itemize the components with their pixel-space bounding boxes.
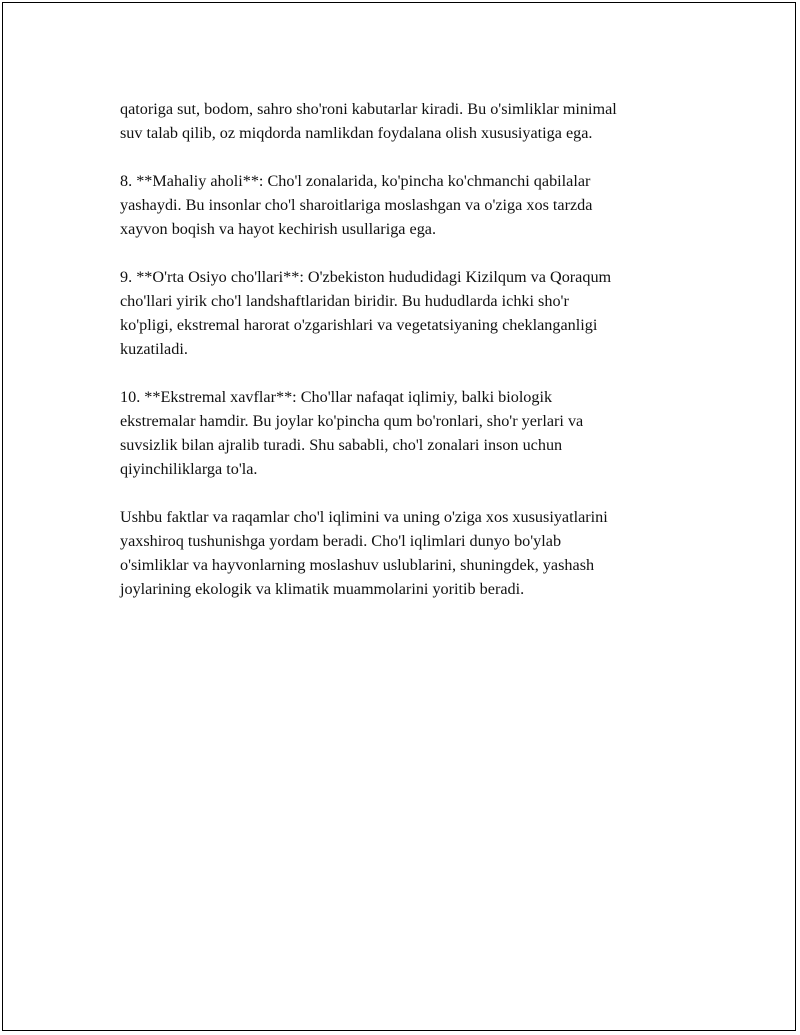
text-line: qatoriga sut, bodom, sahro sho'roni kabutarlar kiradi. Bu o'simliklar minimal (120, 100, 617, 118)
text-line: suv talab qilib, oz miqdorda namlikdan foydalana olish xususiyatiga ega. (120, 124, 593, 142)
text-line: yashaydi. Bu insonlar cho'l sharoitlariga moslashgan va o'ziga xos tarzda (120, 196, 593, 214)
text-line: 8. **Mahaliy aholi**: Cho'l zonalarida, ko'pincha ko'chmanchi qabilalar (120, 172, 591, 190)
text-line: yaxshiroq tushunishga yordam beradi. Cho'l iqlimlari dunyo bo'ylab (120, 532, 562, 550)
text-line: o'simliklar va hayvonlarning moslashuv uslublarini, shuningdek, yashash (120, 556, 595, 574)
text-line: kuzatiladi. (120, 340, 188, 358)
paragraph-conclusion (120, 505, 700, 601)
document-body (120, 97, 700, 625)
text-line: 9. **O'rta Osiyo cho'llari**: O'zbekiston hududidagi Kizilqum va Qoraqum (120, 268, 612, 286)
text-line: joylarining ekologik va klimatik muammolarini yoritib beradi. (120, 580, 525, 598)
paragraph-plants-continued (120, 97, 700, 145)
text-line: xayvon boqish va hayot kechirish usullariga ega. (120, 220, 437, 238)
paragraph-local-population (120, 169, 700, 241)
paragraph-central-asia-deserts (120, 265, 700, 361)
paragraph-extreme-hazards (120, 385, 700, 481)
text-line: ko'pligi, ekstremal harorat o'zgarishlari va vegetatsiyaning cheklanganligi (120, 316, 598, 334)
text-line: qiyinchiliklarga to'la. (120, 460, 258, 478)
text-line: cho'llari yirik cho'l landshaftlaridan biridir. Bu hududlarda ichki sho'r (120, 292, 569, 310)
text-line: Ushbu faktlar va raqamlar cho'l iqlimini va uning o'ziga xos xususiyatlarini (120, 508, 608, 526)
text-line: ekstremalar hamdir. Bu joylar ko'pincha qum bo'ronlari, sho'r yerlari va (120, 412, 584, 430)
document-page (2, 2, 796, 1031)
text-line: suvsizlik bilan ajralib turadi. Shu sababli, cho'l zonalari inson uchun (120, 436, 563, 454)
text-line: 10. **Ekstremal xavflar**: Cho'llar nafaqat iqlimiy, balki biologik (120, 388, 553, 406)
